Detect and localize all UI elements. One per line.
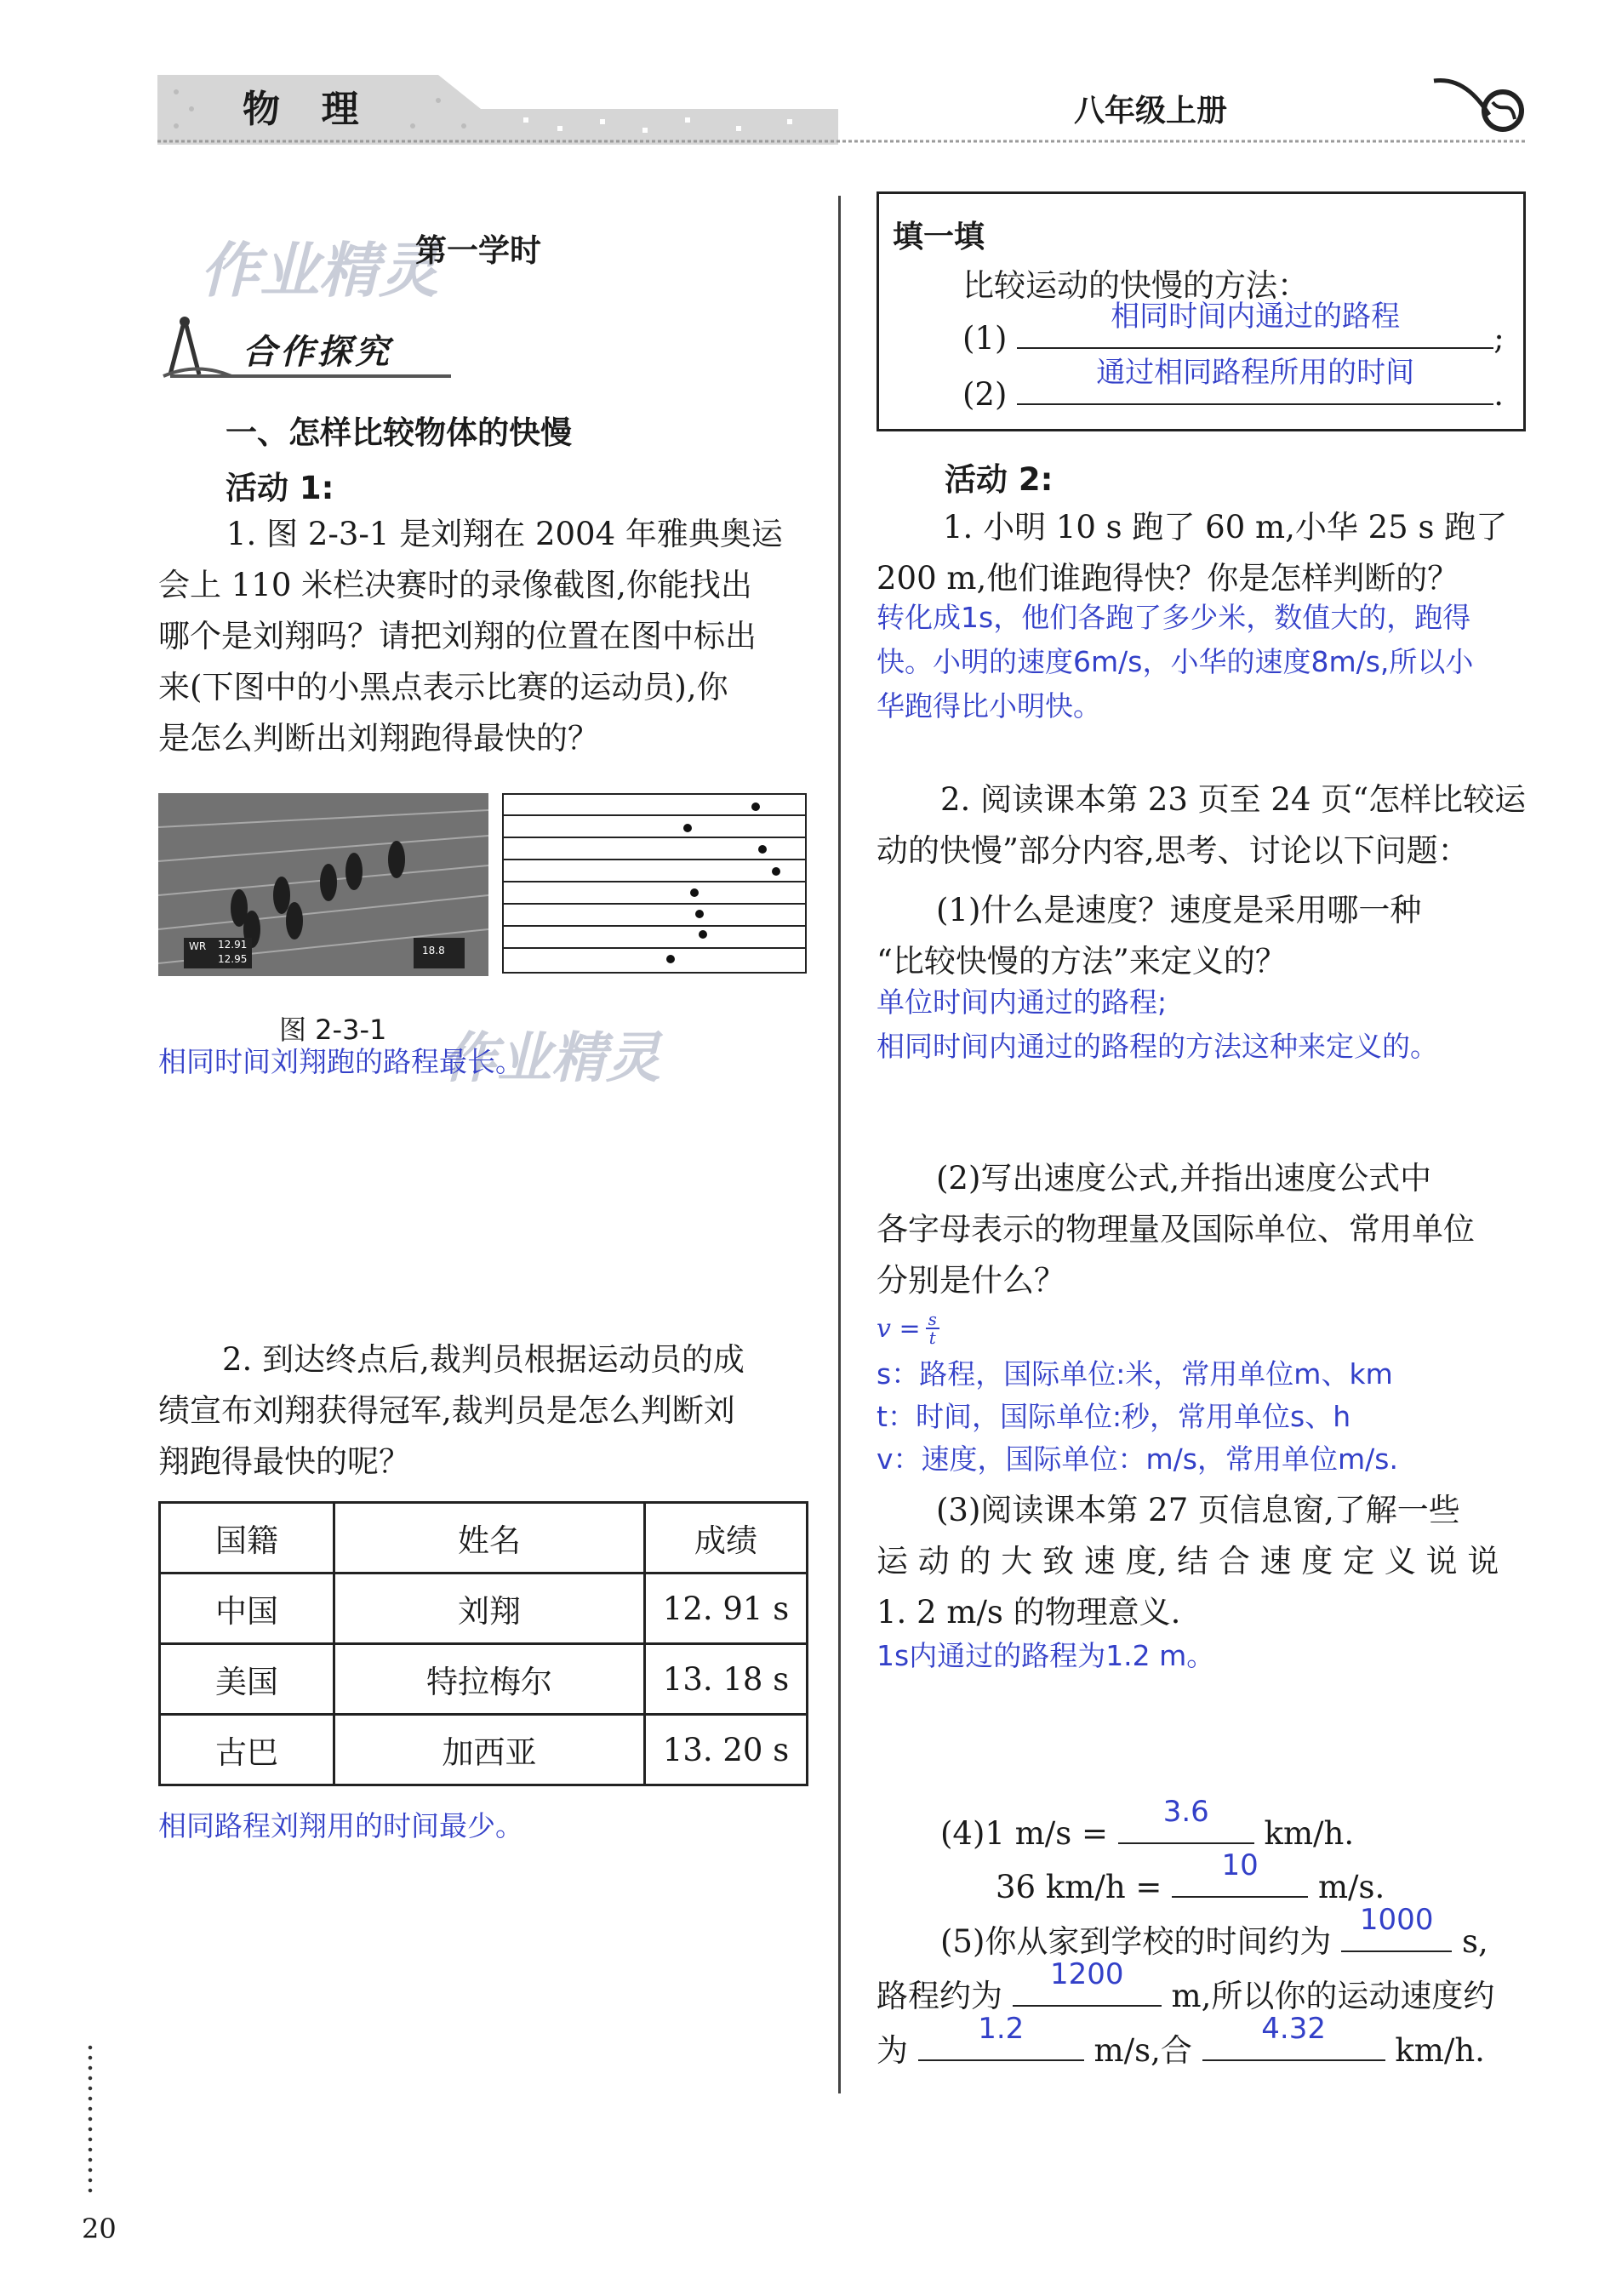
r-q21-answer-line: 单位时间内通过的路程; bbox=[877, 985, 1168, 1019]
watermark-2: 作业精灵 bbox=[443, 1027, 660, 1090]
table-cell: 12. 91 s bbox=[645, 1574, 808, 1644]
r-question-1 bbox=[877, 502, 1527, 604]
table-cell: 中国 bbox=[160, 1574, 334, 1644]
q1-line: 哪个是刘翔吗？请把刘翔的位置在图中标出 bbox=[158, 618, 757, 654]
q24-suffix-2: m/s. bbox=[1317, 1869, 1385, 1905]
fill-item-2 bbox=[962, 356, 1504, 420]
formula-denominator: t bbox=[928, 1328, 936, 1348]
fill-item-1-label: (1) bbox=[962, 320, 1008, 357]
q25-blank-kmh[interactable] bbox=[1202, 2012, 1385, 2061]
results-table bbox=[158, 1501, 808, 1786]
fill-answer-2: 通过相同路程所用的时间 bbox=[1096, 356, 1415, 390]
r-q21-line: “比较快慢的方法”来定义的？ bbox=[877, 943, 1287, 980]
figure-caption: 图 2-3-1 bbox=[279, 1014, 387, 1046]
q24-suffix-1: km/h. bbox=[1264, 1815, 1355, 1852]
q25-suffix-1: s, bbox=[1461, 1923, 1488, 1960]
r-q21-answer bbox=[877, 980, 1438, 1069]
q1-line: 会上 110 米栏决赛时的录像截图,你能找出 bbox=[158, 567, 752, 603]
q24-blank-2[interactable] bbox=[1172, 1848, 1308, 1898]
speed-formula bbox=[877, 1311, 939, 1346]
q1-line: 来(下图中的小黑点表示比赛的运动员),你 bbox=[158, 669, 728, 705]
q25-prefix-2: 路程约为 bbox=[877, 1978, 1002, 2014]
table-row bbox=[160, 1715, 808, 1785]
r-q22-line: (2)写出速度公式,并指出速度公式中 bbox=[936, 1160, 1432, 1197]
lane-diagram bbox=[502, 793, 808, 980]
r-question-2-2 bbox=[877, 1153, 1527, 1306]
table-cell: 古巴 bbox=[160, 1715, 334, 1785]
table-cell: 13. 20 s bbox=[645, 1715, 808, 1785]
watermark: 作业精灵 bbox=[200, 236, 438, 306]
photo-score-2: 12.95 bbox=[218, 953, 248, 965]
r-q22-line: 各字母表示的物理量及国际单位、常用单位 bbox=[877, 1211, 1475, 1248]
answer-1: 相同时间刘翔跑的路程最长。 bbox=[158, 1045, 523, 1078]
r-q2-line: 2. 阅读课本第 23 页至 24 页“怎样比较运 bbox=[940, 781, 1527, 818]
q25-answer-dist: 1200 bbox=[1050, 1957, 1124, 1991]
fill-blank-1[interactable] bbox=[1017, 300, 1493, 349]
formula-numerator: s bbox=[926, 1311, 939, 1329]
r-question-2-3 bbox=[877, 1485, 1527, 1638]
header-subject: 物 理 bbox=[243, 88, 364, 131]
banner-underline bbox=[170, 374, 451, 378]
header-grade: 八年级上册 bbox=[1074, 94, 1228, 129]
q25-blank-time[interactable] bbox=[1341, 1903, 1452, 1952]
table-cell: 13. 18 s bbox=[645, 1644, 808, 1715]
race-photo bbox=[158, 793, 488, 976]
r-q22-line: 分别是什么？ bbox=[877, 1262, 1065, 1299]
q24-blank-1[interactable] bbox=[1118, 1795, 1254, 1844]
section-banner: 合作探究 bbox=[243, 333, 392, 372]
fill-item-2-label: (2) bbox=[962, 376, 1008, 413]
formula-fraction bbox=[926, 1311, 939, 1346]
q25-line-3 bbox=[877, 2012, 1485, 2076]
table-header-row bbox=[160, 1503, 808, 1574]
q25-blank-speed[interactable] bbox=[918, 2012, 1084, 2061]
table-header: 国籍 bbox=[160, 1503, 334, 1574]
q25-answer-speed: 1.2 bbox=[978, 2012, 1025, 2046]
r-q22-answer-line: v：速度，国际单位：m/s，常用单位m/s. bbox=[877, 1442, 1398, 1476]
table-row bbox=[160, 1574, 808, 1644]
q25-answer-kmh: 4.32 bbox=[1261, 2012, 1326, 2046]
r-q21-answer-line: 相同时间内通过的路程的方法这种来定义的。 bbox=[877, 1030, 1438, 1063]
question-2 bbox=[158, 1334, 818, 1488]
r-q22-answer-line: t：时间，国际单位:秒，常用单位s、h bbox=[877, 1400, 1351, 1433]
r-q23-answer: 1s内通过的路程为1.2 m。 bbox=[877, 1639, 1215, 1672]
table-cell: 加西亚 bbox=[334, 1715, 645, 1785]
formula-lhs: v = bbox=[877, 1313, 921, 1344]
r-q22-answer bbox=[877, 1353, 1398, 1481]
q25-answer-time: 1000 bbox=[1359, 1903, 1434, 1937]
r-question-2 bbox=[877, 774, 1527, 877]
column-divider bbox=[838, 196, 841, 2093]
q24-prefix-1: (4)1 m/s = bbox=[940, 1815, 1109, 1852]
q2-line: 2. 到达终点后,裁判员根据运动员的成 bbox=[222, 1341, 745, 1378]
r-q1-line: 1. 小明 10 s 跑了 60 m,小华 25 s 跑了 bbox=[943, 509, 1508, 545]
r-q23-line: (3)阅读课本第 27 页信息窗,了解一些 bbox=[936, 1492, 1460, 1528]
q25-suffix-3: km/h. bbox=[1395, 2032, 1485, 2069]
q24-answer-1: 3.6 bbox=[1162, 1795, 1209, 1829]
table-cell: 美国 bbox=[160, 1644, 334, 1715]
r-question-2-1 bbox=[877, 885, 1527, 987]
r-q1-answer-line: 转化成1s，他们各跑了多少米，数值大的，跑得 bbox=[877, 601, 1471, 634]
activity-1-label: 活动 1: bbox=[226, 470, 334, 506]
q24-prefix-2: 36 km/h = bbox=[996, 1869, 1162, 1905]
table-row bbox=[160, 1644, 808, 1715]
table-cell: 特拉梅尔 bbox=[334, 1644, 645, 1715]
mouse-icon bbox=[1430, 68, 1532, 140]
q25-suffix-2: m,所以你的运动速度约 bbox=[1171, 1978, 1495, 2014]
photo-time: 18.8 bbox=[422, 945, 445, 957]
page-number: 20 bbox=[82, 2213, 117, 2245]
r-q22-answer-line: s：路程，国际单位:米，常用单位m、km bbox=[877, 1357, 1393, 1391]
q2-line: 绩宣布刘翔获得冠军,裁判员是怎么判断刘 bbox=[158, 1392, 735, 1429]
q25-blank-dist[interactable] bbox=[1013, 1957, 1162, 2007]
margin-dots bbox=[88, 2042, 93, 2196]
table-header: 成绩 bbox=[645, 1503, 808, 1574]
q25-mid-3: m/s,合 bbox=[1094, 2032, 1192, 2069]
r-q2-line: 动的快慢”部分内容,思考、讨论以下问题： bbox=[877, 832, 1470, 869]
answer-2: 相同路程刘翔用的时间最少。 bbox=[158, 1809, 523, 1842]
table-cell: 刘翔 bbox=[334, 1574, 645, 1644]
r-q23-line: 运 动 的 大 致 速 度, 结 合 速 度 定 义 说 说 bbox=[877, 1543, 1499, 1579]
q24-line-2 bbox=[996, 1848, 1385, 1913]
r-q23-line: 1. 2 m/s 的物理意义. bbox=[877, 1594, 1181, 1631]
photo-wr-label: WR bbox=[189, 940, 207, 952]
fill-answer-1: 相同时间内通过的路程 bbox=[1111, 300, 1401, 334]
r-q1-answer-line: 快。小明的速度6m/s，小华的速度8m/s,所以小 bbox=[877, 645, 1474, 678]
table-header: 姓名 bbox=[334, 1503, 645, 1574]
r-q1-answer-line: 华跑得比小明快。 bbox=[877, 689, 1101, 722]
activity-2-label: 活动 2: bbox=[945, 461, 1054, 498]
fill-box bbox=[877, 191, 1526, 431]
fill-box-intro: 比较运动的快慢的方法： bbox=[962, 267, 1309, 304]
q24-answer-2: 10 bbox=[1221, 1848, 1259, 1882]
fill-box-title: 填一填 bbox=[893, 220, 985, 254]
q1-line: 是怎么判断出刘翔跑得最快的？ bbox=[158, 720, 599, 757]
q25-prefix-1: (5)你从家到学校的时间约为 bbox=[940, 1923, 1332, 1960]
fill-blank-2[interactable] bbox=[1017, 356, 1493, 405]
lesson-title: 第一学时 bbox=[415, 232, 541, 269]
q1-line: 1. 图 2-3-1 是刘翔在 2004 年雅典奥运 bbox=[226, 516, 783, 552]
fill-item-1-end: ; bbox=[1493, 320, 1505, 357]
r-q21-line: (1)什么是速度？速度是采用哪一种 bbox=[936, 892, 1422, 928]
fill-item-2-end: . bbox=[1493, 376, 1504, 413]
heading-compare-speed: 一、怎样比较物体的快慢 bbox=[226, 414, 572, 451]
photo-score-1: 12.91 bbox=[218, 939, 248, 951]
q25-prefix-3: 为 bbox=[877, 2032, 908, 2069]
r-q1-answer bbox=[877, 596, 1473, 728]
r-q1-line: 200 m,他们谁跑得快？你是怎样判断的？ bbox=[877, 560, 1459, 597]
q2-line: 翔跑得最快的呢？ bbox=[158, 1443, 410, 1480]
question-1 bbox=[158, 509, 818, 764]
